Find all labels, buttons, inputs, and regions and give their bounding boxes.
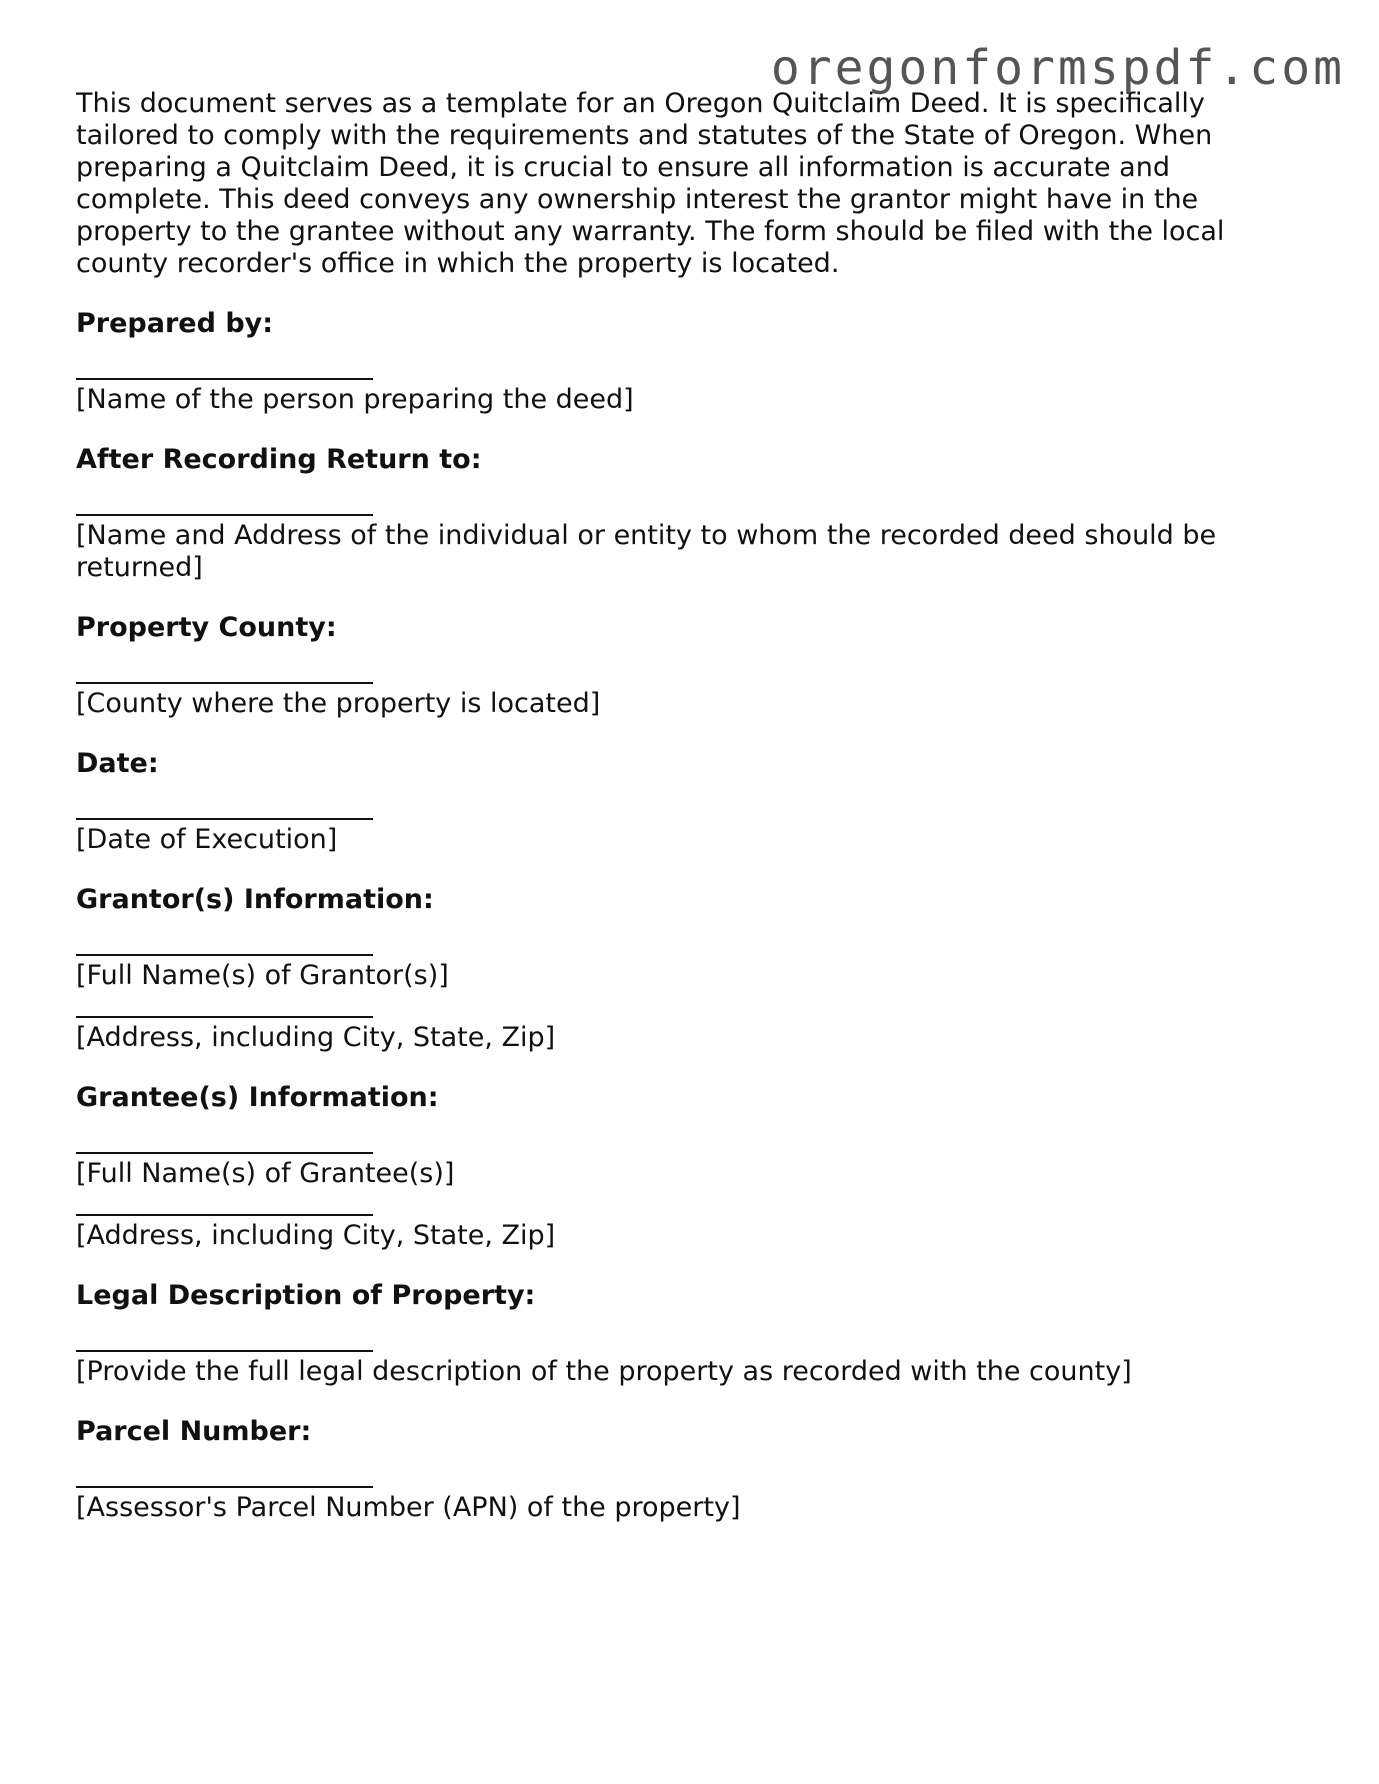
section-label: Date: bbox=[76, 748, 159, 779]
field-parcel-number bbox=[76, 1486, 1236, 1524]
field-date bbox=[76, 818, 1236, 856]
field-hint: [Address, including City, State, Zip] bbox=[76, 1022, 556, 1053]
field-hint: [Assessor's Parcel Number (APN) of the property] bbox=[76, 1492, 741, 1523]
field-return-to bbox=[76, 514, 1236, 584]
field-grantee-address bbox=[76, 1214, 1236, 1252]
section-date bbox=[76, 748, 1236, 856]
field-hint: [Name and Address of the individual or entity to whom the recorded deed should be returned] bbox=[76, 520, 1217, 583]
field-hint: [Full Name(s) of Grantor(s)] bbox=[76, 960, 449, 991]
field-property-county bbox=[76, 682, 1236, 720]
field-grantor-address bbox=[76, 1016, 1236, 1054]
section-grantor bbox=[76, 884, 1236, 1054]
watermark: oregonformspdf.com bbox=[770, 40, 1345, 96]
field-hint: [Address, including City, State, Zip] bbox=[76, 1220, 556, 1251]
field-hint: [Provide the full legal description of the property as recorded with the county] bbox=[76, 1356, 1132, 1387]
field-grantor-name bbox=[76, 954, 1236, 992]
section-label: Property County: bbox=[76, 612, 337, 643]
section-label: Parcel Number: bbox=[76, 1416, 312, 1447]
field-legal-description bbox=[76, 1350, 1236, 1388]
section-grantee bbox=[76, 1082, 1236, 1252]
section-label: Grantee(s) Information: bbox=[76, 1082, 439, 1113]
blank-line[interactable] bbox=[76, 954, 373, 956]
field-prepared-by bbox=[76, 378, 1236, 416]
section-label: Legal Description of Property: bbox=[76, 1280, 536, 1311]
blank-line[interactable] bbox=[76, 1350, 373, 1352]
blank-line[interactable] bbox=[76, 378, 373, 380]
section-property-county bbox=[76, 612, 1236, 720]
field-grantee-name bbox=[76, 1152, 1236, 1190]
blank-line[interactable] bbox=[76, 818, 373, 820]
blank-line[interactable] bbox=[76, 682, 373, 684]
section-label: After Recording Return to: bbox=[76, 444, 482, 475]
section-prepared-by bbox=[76, 308, 1236, 416]
blank-line[interactable] bbox=[76, 1152, 373, 1154]
section-label: Prepared by: bbox=[76, 308, 274, 339]
section-return-to bbox=[76, 444, 1236, 584]
field-hint: [Full Name(s) of Grantee(s)] bbox=[76, 1158, 455, 1189]
section-label: Grantor(s) Information: bbox=[76, 884, 434, 915]
field-hint: [Name of the person preparing the deed] bbox=[76, 384, 634, 415]
document-body bbox=[76, 88, 1236, 1524]
blank-line[interactable] bbox=[76, 1016, 373, 1018]
blank-line[interactable] bbox=[76, 514, 373, 516]
field-hint: [County where the property is located] bbox=[76, 688, 601, 719]
section-parcel-number bbox=[76, 1416, 1236, 1524]
blank-line[interactable] bbox=[76, 1214, 373, 1216]
intro-paragraph: This document serves as a template for an Oregon Quitclaim Deed. It is specifically tailored to comply with the requirements and statutes of the State of Oregon. When preparing a Quitclaim Deed, it is crucial to ensure all information is accurate and complete. This deed conveys any ownership interest the grantor might have in the property to the grantee without any warranty. The form should be filed with the local county recorder's office in which the property is located. bbox=[76, 88, 1225, 279]
blank-line[interactable] bbox=[76, 1486, 373, 1488]
section-legal-description bbox=[76, 1280, 1236, 1388]
field-hint: [Date of Execution] bbox=[76, 824, 338, 855]
